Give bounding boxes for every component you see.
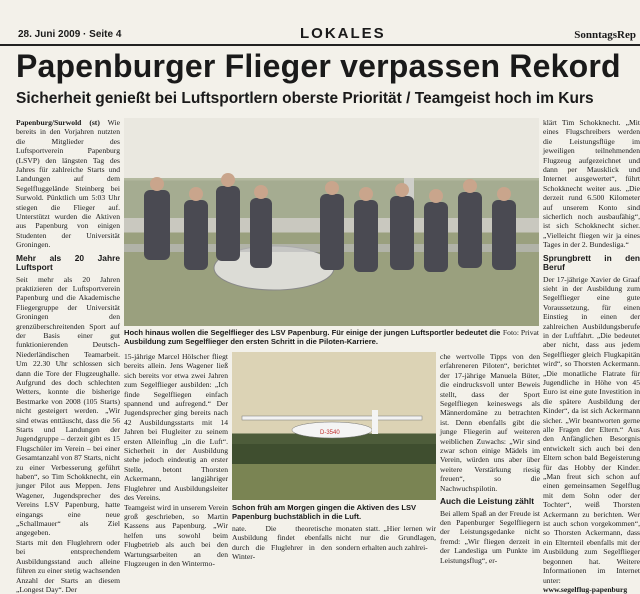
col1-para1: Papenburg/Surwold (st) Wie bereits in den Vorjahren nutzten die Mitglieder des Luftsportverein Papenburg (LSVP) den längsten Tag des Jahres für zahlreiche Starts und Landungen auf dem Segelfluggelände Steinberg bei Surwold. Pünktlich um 5:03 Uhr stiegen die Flieger auf. Unterstützt wurden die Aktiven aus Papenburg von einigen Studenten der Universität Groningen.: [16, 118, 120, 250]
group-photo-caption: Hoch hinaus wollen die Segelflieger des LSV Papenburg. Für einige der jungen Luftsportler bedeutet die Ausbildung zum Segelflieger den ersten Schritt in die Piloten-Karriere. Foto: Privat: [124, 328, 539, 347]
col2-para2: Teamgeist wird in unserem Verein groß geschrieben, so Martin Kassens aus Papenburg. „Wir helfen uns sowohl beim Flugbetrieb als auch bei den Wartungsarbeiten an den Flugzeugen in den Wintermo-: [124, 502, 228, 568]
col1-para3: Starts mit den Fluglehrern oder bei entsprechendem Ausbildungsstand auch alleine führen zu einer stetig wachsenden Anzahl der Starts an diesem „Longest Day“. Der: [16, 537, 120, 594]
column-5: [543, 118, 640, 594]
col1-subheading: Mehr als 20 Jahre Luftsport: [16, 252, 120, 273]
section-name: LOKALES: [300, 25, 386, 42]
dateline: Papenburg/Surwold (st): [16, 118, 100, 127]
photo-credit: Foto: Privat: [502, 328, 539, 337]
group-photo-illustration: [124, 118, 539, 326]
glider-photo: [232, 352, 436, 500]
newspaper-brand: SonntagsRep: [574, 29, 636, 41]
group-photo: [124, 118, 539, 326]
col4-para1: che wertvolle Tipps von den erfahreneren Piloten“, berichtet der 17-jährige Manuela Büter, die eindrucksvoll unter Beweis stellt, dass der Sport Segelfliegen keineswegs als Männerdomäne zu betrachten ist. Denn ebenfalls gibt die junge Fliegerin auf weiteren weiblichen Zuwachs: „Wir sind zwar schon einige Mädels im Verein, würden uns aber über weitere Verstärkung riesig freuen“, so die Nachwuchspilotin.: [440, 352, 540, 493]
col2-para1: 15-jährige Marcel Hölscher fliegt bereits allein. Jens Wagener ließ sich bereits vor etwa zwei Jahren zum Segelflieger ausbilden: „Ich finde Segelfliegen einfach spannend und aufregend.“ Der Jugendsprecher ging bereits nach 42 Ausbildungsstarts mit 14 Jahren bei Flugleiter zu seinem ersten Alleinflug „in die Luft“. Sicherheit in der Ausbildung stehe jedoch eindeutig an erster Stelle, betont Thorsten Ackermann, langjähriger Fluglehrer und Ausbildungsleiter des Vereins.: [124, 352, 228, 503]
column-2: [124, 352, 228, 566]
col4-para2: Bei allem Spaß an der Freude ist den Papenburger Segelfliegern der Leistungsgedanke nicht fremd: „Wir fliegen derzeit in der Landesliga um Punkte im Leistungsflug“, er-: [440, 508, 540, 565]
column-4-bottom: monaten statt. „Hier lernen wir nicht nur die Grundlagen, sondern erhalten auch zahlrei-: [336, 524, 436, 552]
column-3-bottom: nate. Die theoretische Ausbildung findet ebenfalls durch die Fluglehrer in den Winter-: [232, 524, 332, 562]
column-4: [440, 352, 540, 566]
col5-subheading: Sprungbrett in den Beruf: [543, 252, 640, 273]
col4-subheading: Auch die Leistung zählt: [440, 496, 534, 507]
page-header: [0, 25, 640, 46]
glider-illustration: [232, 352, 436, 500]
col1-para2: Seit mehr als 20 Jahren praktizieren der Luftsportverein Papenburg und die Akademische Fliegergruppe der Universität Groningen den grenzüberschreitenden Sport auf der Basis einer gut funktionierenden Deutsch-Niederländischen Teamarbeit. Um 22.30 Uhr schlossen sich dann die Tore der Flugzeughalle. Aufgrund des doch schlechten Wetters, konnte die bisherige Bestmarke von 2008 (105 Starts) nicht gesteigert werden. „Wir sind etwas enttäuscht, dass die 56 Starts und Landungen der Jugendgruppe – derzeit gibt es 15 Flugschüler im Verein – bei einer Gesamtanzahl von 87 Starts, nicht zu einer Verbesserung geführt haben“, so Tim Schokknecht, ein junger Pilot aus Meppen. Jens Wagener, Jugendsprecher des Vereins LSV Papenburg, hatte eingangs eine neue „Schallmauer“ als Ziel angegeben.: [16, 274, 120, 538]
headline: Papenburger Flieger verpassen Rekord: [16, 48, 621, 84]
issue-date: 28. Juni 2009 · Seite 4: [18, 29, 122, 40]
column-1: [16, 118, 120, 594]
glider-photo-caption: Schon früh am Morgen gingen die Aktiven des LSV Papenburg buchstäblich in die Luft.: [232, 503, 417, 522]
col5-para1: klärt Tim Schokknecht. „Mit eines Flugschreibers werden die Leistungsflüge im jeweiligen teilnehmenden Flugzeug aufgezeichnet und dann per Mausklick und Internet ausgewertet“, führt Schokknecht weiter aus. „Die derzeit rund 6.500 Kilometer auf unserem Konto sind sicherlich noch ausbaufähig“, ist sich Schokknecht sicher. „Vielleicht fliegen wir ja eines Tages in der 2. Bundesliga.“: [543, 118, 640, 250]
subheadline: Sicherheit genießt bei Luftsportlern oberste Priorität / Teamgeist hoch im Kurs: [16, 90, 594, 107]
website-url: www.segelflug-papenburg: [543, 584, 628, 594]
col5-para2: Der 17-jährige Xavier de Graaf sieht in der Ausbildung zum Segelflieger eine gute Voraussetzung, für einen Einstieg in einen der zahlreichen Ausbildungsberufe in der Luftfahrt. „Die bedeutet aber nicht, dass aus jedem Segelflieger gleich Flugkapitän wird“, so Thorsten Ackermann. „Die monatliche Flatrate für Jugendliche in Höhe von 45 Euro ist eine gute Investition in die spätere Ausbildung der Kinder“, da ist sich Ackermann sicher. „Wir beantworten gerne alle Fragen der Eltern.“ Aus den Anfänglichen Besorgnis entwickelt sich auch bei den Eltern schon bald Begeisterung für das Hobby der Kinder. „Man freut sich schon auf einen gemeinsamen Segelflug mit dem Sohn oder der Tochter“, weiß Thorsten Ackermann zu berichten. Wer ist auch schon vorgekommen“, so Thorsten Ackermann, dass ein Elternteil ebenfalls mit der Ausbildung zum Segelflieger begonnen hat. Weitere Informationen im Internet unter:: [543, 274, 640, 585]
svg-text:D-3540: D-3540: [320, 430, 340, 436]
